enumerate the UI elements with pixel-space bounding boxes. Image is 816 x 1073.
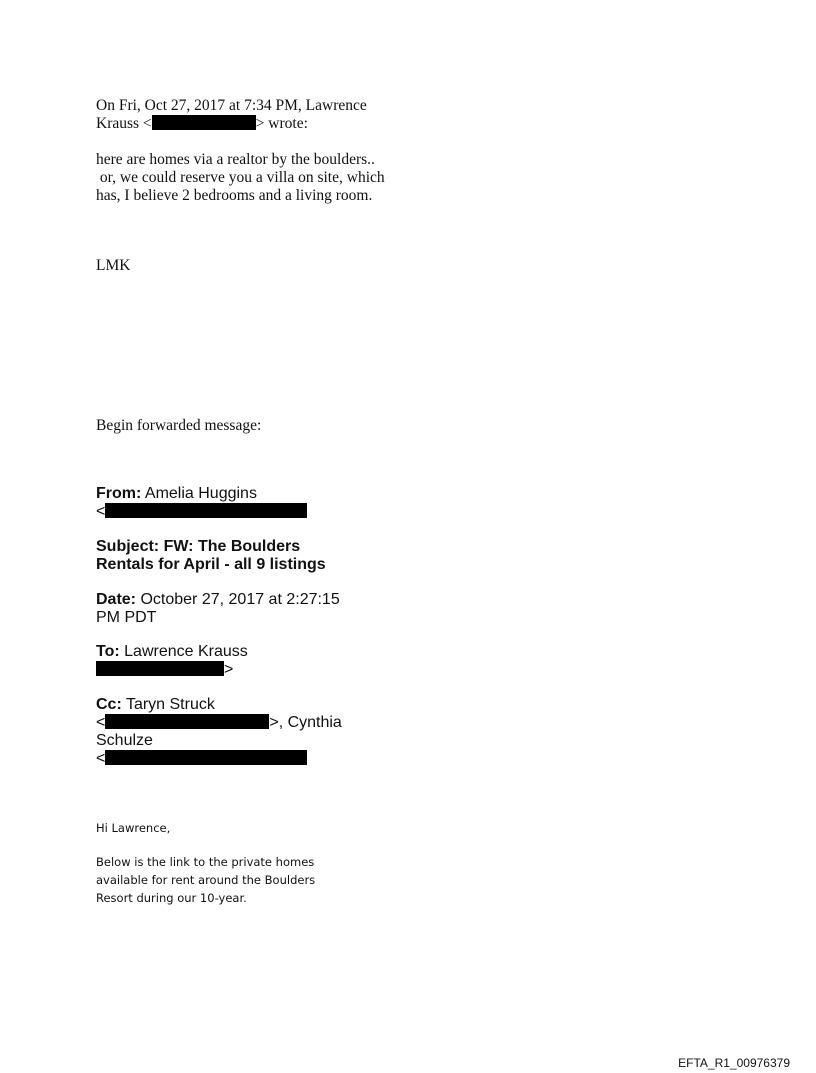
from-label: From:	[96, 485, 142, 502]
cc-label: Cc:	[96, 696, 122, 713]
quote-header-line2-suffix: > wrote:	[255, 115, 308, 132]
cc-email2	[96, 750, 307, 768]
cc-value: Taryn Struck	[125, 696, 215, 713]
subject-header	[96, 538, 300, 556]
date-label: Date:	[96, 591, 137, 608]
cc-email2-prefix: <	[96, 750, 106, 767]
redaction-box	[105, 714, 269, 729]
to-label: To:	[96, 643, 120, 660]
to-email-suffix: >	[224, 661, 234, 678]
to-email	[96, 661, 233, 679]
document-id: EFTA_R1_00976379	[678, 1056, 790, 1070]
subject-label: Subject:	[96, 538, 160, 555]
to-header	[96, 643, 248, 661]
from-value: Amelia Huggins	[144, 485, 257, 502]
inner-message-line: available for rent around the Boulders	[96, 873, 316, 887]
subject-line2-text: Rentals for April - all 9 listings	[96, 556, 326, 573]
subject-line1: FW: The Boulders	[163, 538, 301, 555]
cc-email1	[96, 714, 342, 732]
subject-line2	[96, 556, 326, 574]
cc-header	[96, 696, 215, 714]
to-value: Lawrence Krauss	[124, 643, 248, 660]
quote-header-line2	[96, 115, 308, 133]
redaction-box	[105, 503, 307, 518]
quote-header-line1: On Fri, Oct 27, 2017 at 7:34 PM, Lawrence	[96, 97, 367, 114]
date-line2: PM PDT	[96, 609, 157, 626]
redaction-box	[152, 115, 256, 130]
message-body-line: has, I believe 2 bedrooms and a living room.	[96, 187, 373, 204]
message-body-line: or, we could reserve you a villa on site, which	[96, 169, 385, 186]
from-email-prefix: <	[96, 503, 106, 520]
message-body-line: here are homes via a realtor by the boulders..	[96, 151, 375, 168]
cc-email1-prefix: <	[96, 714, 106, 731]
cc-name2: Schulze	[96, 732, 153, 749]
cc-email1-suffix: >, Cynthia	[269, 714, 342, 731]
inner-greeting: Hi Lawrence,	[96, 821, 171, 835]
date-header	[96, 591, 340, 609]
inner-message-line: Resort during our 10-year.	[96, 891, 247, 905]
from-email	[96, 503, 307, 521]
inner-message-line: Below is the link to the private homes	[96, 855, 315, 869]
signoff: LMK	[96, 257, 131, 274]
redaction-box	[105, 750, 307, 765]
date-line1: October 27, 2017 at 2:27:15	[140, 591, 340, 608]
redaction-box	[96, 661, 224, 676]
quote-header-line2-prefix: Krauss <	[96, 115, 152, 132]
from-header	[96, 485, 257, 503]
forward-label: Begin forwarded message:	[96, 417, 262, 434]
